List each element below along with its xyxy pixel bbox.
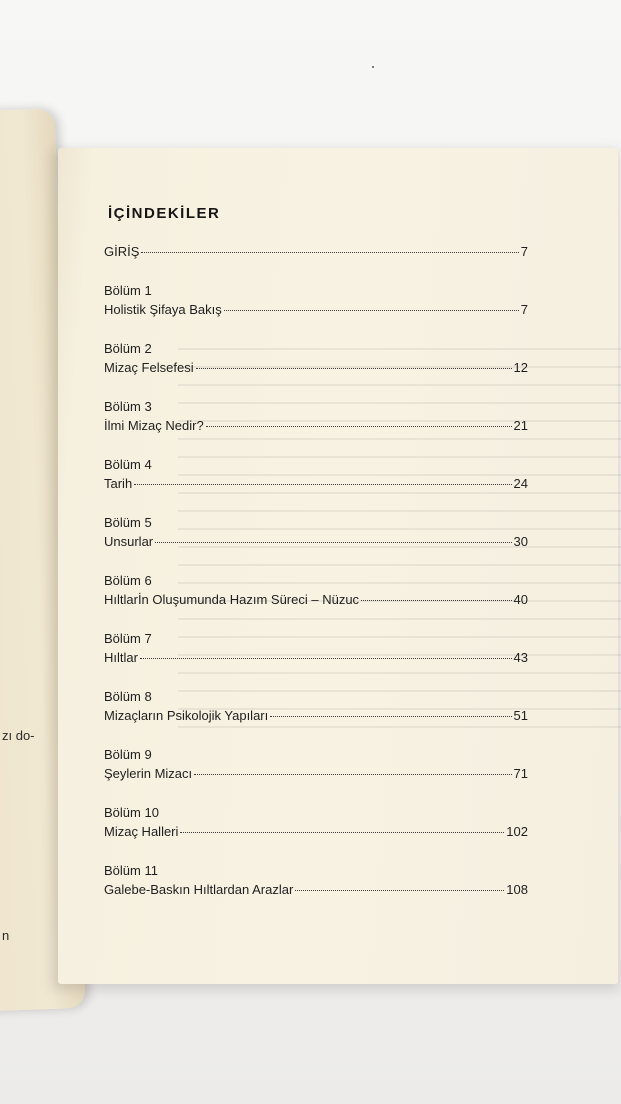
- entry-page: 71: [513, 766, 528, 781]
- entry-title: İlmi Mizaç Nedir?: [104, 418, 204, 433]
- entry-page: 21: [513, 418, 528, 433]
- left-page-fragment: n: [2, 928, 10, 943]
- chapter-number: Bölüm 5: [104, 515, 152, 530]
- entry-page: 102: [506, 824, 528, 839]
- toc-entry: [104, 882, 528, 904]
- toc-entry: [104, 650, 528, 672]
- chapter-number: Bölüm 4: [104, 457, 152, 472]
- toc-entry: [104, 476, 528, 498]
- dot-leader: [206, 426, 512, 427]
- chapter-number: Bölüm 1: [104, 283, 152, 298]
- dot-leader: [295, 890, 504, 891]
- entry-title: Galebe-Baskın Hıltlardan Arazlar: [104, 882, 294, 897]
- chapter-number: Bölüm 9: [104, 747, 152, 762]
- entry-page: 51: [513, 708, 528, 723]
- entry-title: Unsurlar: [104, 534, 154, 549]
- chapter-number: Bölüm 6: [104, 573, 152, 588]
- table-of-contents: [104, 244, 528, 904]
- toc-entry: [104, 824, 528, 846]
- toc-entry: [104, 418, 528, 440]
- chapter-number: Bölüm 11: [104, 863, 158, 878]
- toc-entry: [104, 592, 528, 614]
- chapter-number: Bölüm 7: [104, 631, 152, 646]
- entry-page: 7: [520, 302, 528, 317]
- chapter-number: Bölüm 8: [104, 689, 152, 704]
- toc-title: İÇİNDEKİLER: [108, 205, 221, 222]
- dot-leader: [140, 658, 512, 659]
- entry-title: Mizaç Halleri: [104, 824, 179, 839]
- dot-leader: [141, 252, 518, 253]
- dot-leader: [155, 542, 511, 543]
- dot-leader: [196, 368, 512, 369]
- toc-entry: [104, 766, 528, 788]
- entry-title: Hıltlar: [104, 650, 138, 665]
- entry-page: 43: [513, 650, 528, 665]
- dot-leader: [361, 600, 511, 601]
- dot-leader: [180, 832, 504, 833]
- entry-title: Holistik Şifaya Bakış: [104, 302, 222, 317]
- chapter-list: [104, 280, 528, 904]
- chapter-number: Bölüm 3: [104, 399, 152, 414]
- entry-page: 12: [513, 360, 528, 375]
- entry-title: Hıltlarİn Oluşumunda Hazım Süreci – Nüzuc: [104, 592, 360, 607]
- entry-title: Tarih: [104, 476, 133, 491]
- entry-page: 108: [506, 882, 528, 897]
- dot-leader: [134, 484, 511, 485]
- entry-page: 40: [513, 592, 528, 607]
- toc-entry-intro: [104, 244, 528, 266]
- surface-speck: [372, 66, 374, 68]
- toc-entry: [104, 708, 528, 730]
- entry-page: 24: [513, 476, 528, 491]
- entry-title: Mizaç Felsefesi: [104, 360, 194, 375]
- toc-entry: [104, 302, 528, 324]
- toc-entry: [104, 360, 528, 382]
- entry-title: Mizaçların Psikolojik Yapıları: [104, 708, 269, 723]
- dot-leader: [194, 774, 511, 775]
- chapter-number: Bölüm 2: [104, 341, 152, 356]
- dot-leader: [270, 716, 511, 717]
- left-page-fragment: zı do-: [2, 728, 35, 743]
- entry-title: Şeylerin Mizacı: [104, 766, 193, 781]
- toc-entry: [104, 534, 528, 556]
- dot-leader: [224, 310, 519, 311]
- entry-title: GİRİŞ: [104, 244, 140, 259]
- entry-page: 7: [520, 244, 528, 259]
- chapter-number: Bölüm 10: [104, 805, 159, 820]
- entry-page: 30: [513, 534, 528, 549]
